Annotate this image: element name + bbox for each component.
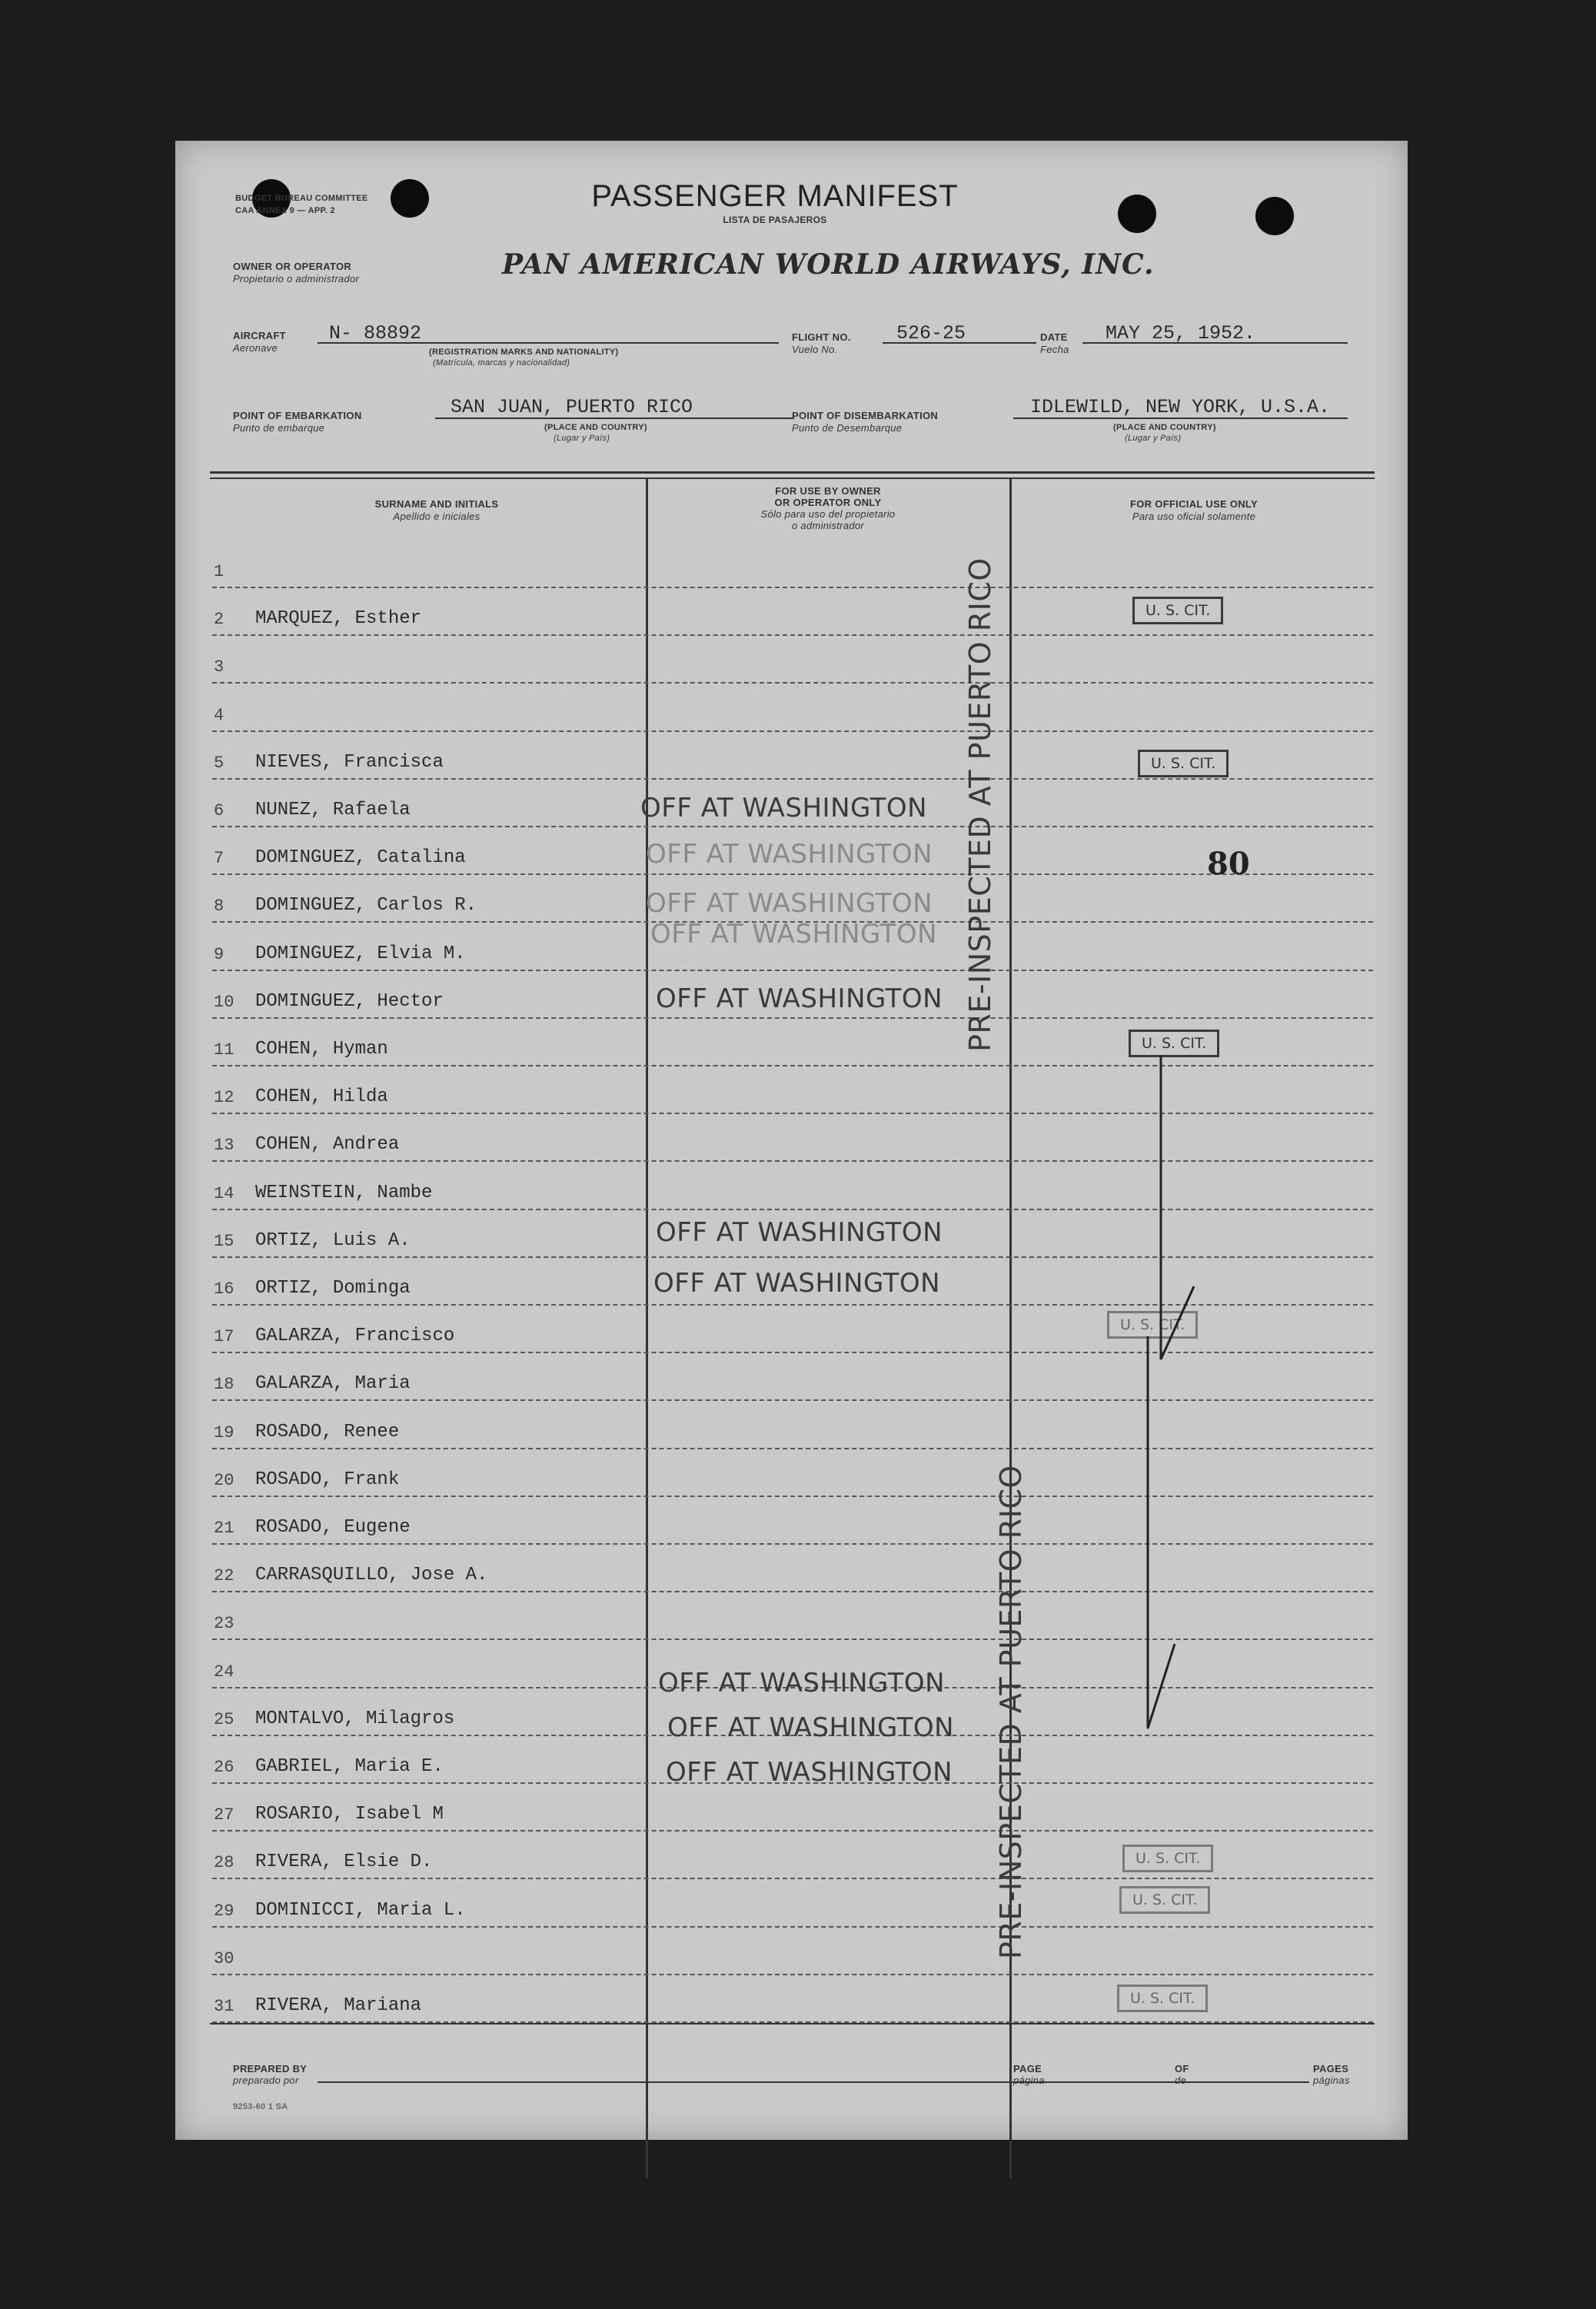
row-number: 2 [214,610,224,630]
date-label-es: Fecha [1040,344,1069,355]
field-rule [318,342,779,344]
row-rule [212,826,1373,827]
flight-value: 526-25 [896,322,966,344]
row-number: 20 [214,1470,234,1490]
off-at-washington-stamp: OFF AT WASHINGTON [667,1712,955,1743]
place-note: (PLACE AND COUNTRY) [1113,423,1216,432]
row-rule [212,730,1373,732]
passenger-name: NUNEZ, Rafaela [255,800,411,820]
us-citizen-stamp: U. S. CIT. [1132,597,1223,624]
row-number: 30 [214,1948,234,1968]
punch-hole [1118,195,1156,233]
col-operator-head-es: o administrador [791,520,865,531]
off-at-washington-stamp: OFF AT WASHINGTON [656,1217,943,1248]
handwritten-mark: 80 [1207,846,1250,882]
passenger-name: GABRIEL, Maria E. [255,1756,444,1777]
row-rule [212,1974,1373,1975]
row-number: 12 [214,1088,234,1108]
table-rule [210,2023,1375,2025]
row-number: 28 [214,1853,234,1873]
row-rule [212,873,1373,875]
passenger-name: MARQUEZ, Esther [255,608,422,630]
passenger-name: CARRASQUILLO, Jose A. [255,1565,488,1586]
row-rule [212,587,1373,588]
page-label-es: página [1013,2074,1045,2086]
row-rule [212,1830,1373,1832]
row-number: 31 [214,1997,234,2016]
us-citizen-stamp: U. S. CIT. [1117,1985,1208,2012]
off-at-washington-stamp: OFF AT WASHINGTON [640,793,928,823]
col-surname-head-es: Apellido e iniciales [393,511,480,522]
off-at-washington-stamp: OFF AT WASHINGTON [653,1268,941,1299]
row-rule [212,1878,1373,1879]
row-number: 26 [214,1758,234,1777]
row-number: 6 [214,801,224,820]
passenger-name: ROSADO, Eugene [255,1517,411,1538]
row-number: 3 [214,657,224,677]
passenger-name: ROSARIO, Isabel M [255,1804,444,1825]
off-at-washington-stamp: OFF AT WASHINGTON [656,983,943,1014]
row-number: 23 [214,1614,234,1634]
field-rule [435,418,793,419]
passenger-name: GALARZA, Maria [255,1373,411,1395]
row-number: 8 [214,897,224,917]
place-note-es: (Lugar y País) [554,434,610,443]
disembark-label-es: Punto de Desembarque [792,422,903,434]
row-number: 15 [214,1231,234,1251]
aircraft-note-es: (Matrícula, marcas y nacionalidad) [433,358,570,368]
passenger-name: ROSADO, Renee [255,1421,400,1442]
field-rule [883,342,1036,344]
passenger-name: ORTIZ, Luis A. [255,1229,411,1251]
embark-value: SAN JUAN, PUERTO RICO [451,396,693,418]
row-number: 18 [214,1375,234,1395]
row-rule [212,682,1373,684]
aircraft-value: N- 88892 [329,322,422,344]
row-number: 22 [214,1566,234,1586]
off-at-washington-stamp: OFF AT WASHINGTON [646,839,933,870]
check-mark [1152,1056,1213,1371]
flight-label: FLIGHT NO. [792,331,851,343]
row-rule [212,634,1373,636]
field-rule [318,2081,1309,2083]
passenger-name: DOMINGUEZ, Hector [255,990,444,1012]
embark-label-es: Punto de embarque [233,422,325,434]
passenger-name: WEINSTEIN, Nambe [255,1182,433,1203]
row-number: 24 [214,1662,234,1682]
row-number: 19 [214,1422,234,1442]
passenger-name: ORTIZ, Dominga [255,1278,411,1299]
embark-label: POINT OF EMBARKATION [233,410,362,421]
pre-inspected-stamp: PRE-INSPECTED AT PUERTO RICO [963,557,997,1052]
us-citizen-stamp: U. S. CIT. [1129,1030,1219,1057]
place-note-es: (Lugar y País) [1125,434,1182,443]
form-code: 9253-60 1 SA [233,2102,288,2111]
passenger-name: COHEN, Hyman [255,1039,388,1060]
row-rule [212,1926,1373,1928]
passenger-name: RIVERA, Mariana [255,1995,422,2016]
pages-label: PAGES [1313,2063,1349,2074]
page-label: PAGE [1013,2063,1042,2074]
row-number: 7 [214,849,224,869]
pages-label-es: páginas [1313,2074,1350,2086]
us-citizen-stamp: U. S. CIT. [1119,1886,1210,1914]
prepared-label-es: preparado por [233,2074,299,2086]
date-label: DATE [1040,331,1068,343]
disembark-value: IDLEWILD, NEW YORK, U.S.A. [1030,396,1331,418]
us-citizen-stamp: U. S. CIT. [1138,750,1229,777]
field-rule [1082,342,1348,344]
manifest-form [175,141,1408,2140]
table-rule [210,471,1375,474]
place-note: (PLACE AND COUNTRY) [544,423,647,432]
col-surname-head: SURNAME AND INITIALS [374,498,499,510]
column-divider [646,479,648,2178]
col-official-head: FOR OFFICIAL USE ONLY [1130,498,1258,510]
row-number: 4 [214,705,224,725]
passenger-name: DOMINICCI, Maria L. [255,1899,466,1921]
off-at-washington-stamp: OFF AT WASHINGTON [650,919,938,950]
off-at-washington-stamp: OFF AT WASHINGTON [646,888,933,919]
row-number: 9 [214,944,224,964]
row-number: 1 [214,562,224,581]
row-number: 11 [214,1040,234,1060]
aircraft-note: (REGISTRATION MARKS AND NATIONALITY) [429,348,619,357]
passenger-name: DOMINGUEZ, Elvia M. [255,943,466,964]
row-number: 16 [214,1279,234,1299]
owner-label: OWNER OR OPERATOR [233,261,352,272]
col-operator-head-es: Sólo para uso del propietario [760,508,896,520]
agency-line: BUDGET BUREAU COMMITTEE [235,194,368,203]
form-title: PASSENGER MANIFEST [591,179,959,213]
us-citizen-stamp: U. S. CIT. [1107,1311,1198,1339]
off-at-washington-stamp: OFF AT WASHINGTON [658,1668,946,1698]
passenger-name: DOMINGUEZ, Catalina [255,847,466,869]
date-value: MAY 25, 1952. [1106,322,1256,344]
row-number: 14 [214,1183,234,1203]
passenger-name: NIEVES, Francisca [255,751,444,773]
aircraft-label-es: Aeronave [233,342,278,354]
row-number: 29 [214,1901,234,1921]
passenger-name: RIVERA, Elsie D. [255,1852,433,1873]
passenger-name: COHEN, Hilda [255,1086,388,1108]
col-operator-head: OR OPERATOR ONLY [774,497,882,508]
row-number: 27 [214,1805,234,1825]
punch-hole [391,179,429,218]
passenger-name: ROSADO, Frank [255,1469,400,1490]
col-operator-head: FOR USE BY OWNER [775,485,881,497]
row-rule [212,970,1373,971]
row-number: 10 [214,992,234,1012]
row-number: 25 [214,1709,234,1729]
us-citizen-stamp: U. S. CIT. [1122,1845,1213,1872]
row-number: 13 [214,1136,234,1156]
row-rule [212,778,1373,780]
operator-name: PAN AMERICAN WORLD AIRWAYS, INC. [502,248,1155,281]
pre-inspected-stamp: PRE-INSPECTED AT PUERTO RICO [994,1465,1028,1959]
agency-line: CAA ANNEX 9 — APP. 2 [235,206,335,215]
off-at-washington-stamp: OFF AT WASHINGTON [666,1757,953,1788]
punch-hole [1255,197,1294,235]
owner-label-es: Propietario o administrador [233,273,360,284]
row-number: 5 [214,753,224,773]
prepared-label: PREPARED BY [233,2063,308,2074]
passenger-name: GALARZA, Francisco [255,1326,455,1347]
table-rule [210,477,1375,479]
of-label: OF [1175,2063,1189,2074]
aircraft-label: AIRCRAFT [233,330,286,341]
row-number: 21 [214,1519,234,1538]
of-label-es: de [1175,2074,1187,2086]
check-mark [1140,1336,1202,1736]
passenger-name: MONTALVO, Milagros [255,1708,455,1729]
passenger-name: COHEN, Andrea [255,1134,400,1156]
row-rule [212,1017,1373,1019]
field-rule [1013,418,1348,419]
col-official-head-es: Para uso oficial solamente [1132,511,1256,522]
row-number: 17 [214,1327,234,1347]
passenger-name: DOMINGUEZ, Carlos R. [255,895,477,917]
disembark-label: POINT OF DISEMBARKATION [792,410,939,421]
form-title-es: LISTA DE PASAJEROS [723,215,827,225]
flight-label-es: Vuelo No. [792,344,838,355]
